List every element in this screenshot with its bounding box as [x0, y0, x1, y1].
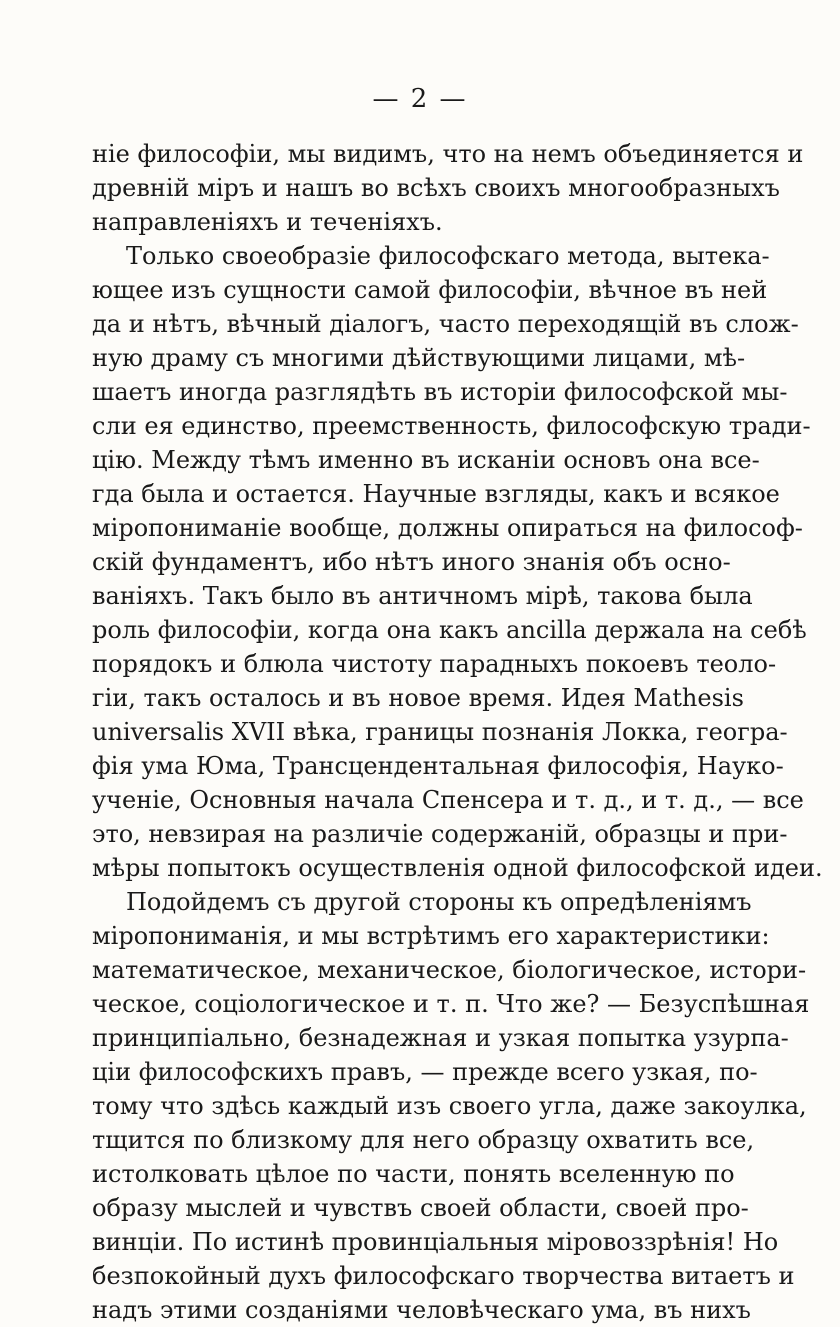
text-line: древній міръ и нашъ во всѣхъ своихъ многообразныхъ: [92, 174, 780, 202]
text-line: Только своеобразіе философскаго метода, вытека-: [126, 242, 770, 270]
text-line: гда была и остается. Научные взгляды, какъ и всякое: [92, 480, 780, 508]
text-line: направленіяхъ и теченіяхъ.: [92, 208, 443, 236]
text-line: Подойдемъ съ другой стороны къ опредѣленіямъ: [126, 888, 752, 916]
text-line: ученіе, Основныя начала Спенсера и т. д., и т. д., — все: [92, 786, 804, 814]
text-line: цію. Между тѣмъ именно въ исканіи основъ она все-: [92, 446, 760, 474]
text-line: математическое, механическое, біологическое, истори-: [92, 956, 807, 984]
text-line: да и нѣтъ, вѣчный діалогъ, часто переходящій въ слож-: [92, 310, 799, 338]
text-line: міропониманія, и мы встрѣтимъ его характеристики:: [92, 922, 770, 950]
text-line: скій фундаментъ, ибо нѣтъ иного знанія объ осно-: [92, 548, 731, 576]
text-line: безпокойный духъ философскаго творчества витаетъ и: [92, 1262, 795, 1290]
text-line: ющее изъ сущности самой философіи, вѣчное въ ней: [92, 276, 768, 304]
text-line: гіи, такъ осталось и въ новое время. Идея Mathesis: [92, 684, 744, 712]
text-line: ніе философіи, мы видимъ, что на немъ объединяется и: [92, 140, 804, 168]
text-line: принципіально, безнадежная и узкая попытка узурпа-: [92, 1024, 789, 1052]
text-line: ваніяхъ. Такъ было въ античномъ мірѣ, такова была: [92, 582, 753, 610]
text-line: тщится по близкому для него образцу охватить все,: [92, 1126, 755, 1154]
text-line: шаетъ иногда разглядѣть въ исторіи философской мы-: [92, 378, 788, 406]
text-line: образу мыслей и чувствъ своей области, своей про-: [92, 1194, 749, 1222]
text-line: надъ этими созданіями человѣческаго ума, въ нихъ: [92, 1296, 751, 1324]
text-line: сли ея единство, преемственность, философскую тради-: [92, 412, 811, 440]
text-line: ную драму съ многими дѣйствующими лицами, мѣ-: [92, 344, 746, 372]
text-line: тому что здѣсь каждый изъ своего угла, даже закоулка,: [92, 1092, 807, 1120]
text-line: истолковать цѣлое по части, понять вселенную по: [92, 1160, 735, 1188]
page-number: — 2 —: [372, 84, 468, 114]
text-line: universalis XVII вѣка, границы познанія Локка, геогра-: [92, 718, 788, 746]
text-line: винціи. По истинѣ провинціальныя міровоззрѣнія! Но: [92, 1228, 779, 1256]
text-line: порядокъ и блюла чистоту парадныхъ покоевъ теоло-: [92, 650, 777, 678]
text-line: міропониманіе вообще, должны опираться на философ-: [92, 514, 803, 542]
text-line: ческое, соціологическое и т. п. Что же? — Безуспѣшная: [92, 990, 810, 1018]
text-line: фія ума Юма, Трансцендентальная философія, Науко-: [92, 752, 784, 780]
body-text: [92, 137, 823, 1327]
text-line: роль философіи, когда она какъ ancilla держала на себѣ: [92, 616, 807, 644]
text-line: мѣры попытокъ осуществленія одной философской идеи.: [92, 854, 823, 882]
text-line: ціи философскихъ правъ, — прежде всего узкая, по-: [92, 1058, 758, 1086]
text-line: это, невзирая на различіе содержаній, образцы и при-: [92, 820, 788, 848]
